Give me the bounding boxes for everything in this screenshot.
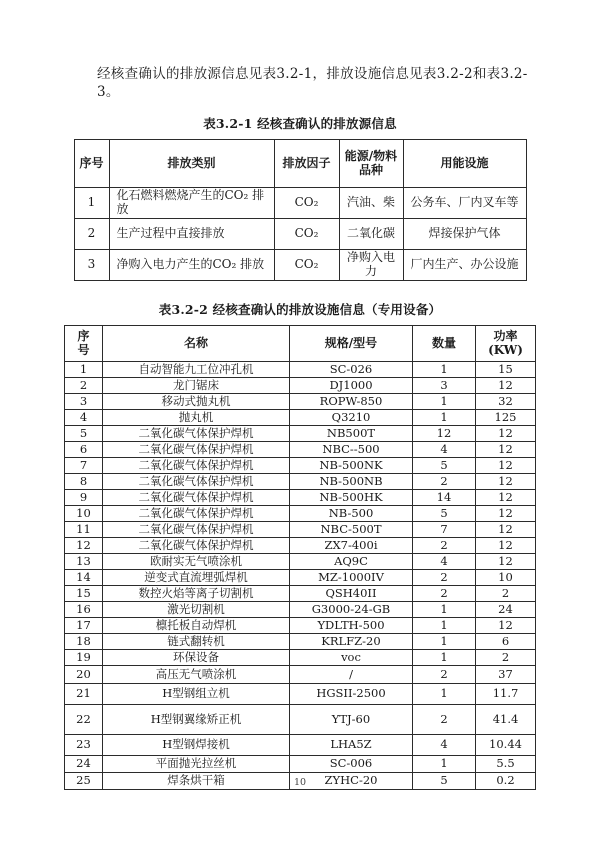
table-cell: 0.2 (476, 773, 536, 790)
column-header-facility: 用能设施 (403, 140, 526, 188)
table-cell: 化石燃料燃烧产生的CO₂ 排放 (109, 188, 274, 219)
table-cell: 1 (413, 634, 476, 650)
table-row (65, 634, 536, 650)
table-cell: 二氧化碳气体保护焊机 (103, 442, 290, 458)
table-cell: 12 (476, 458, 536, 474)
table-cell: 125 (476, 410, 536, 426)
table-cell: 汽油、柴 (339, 188, 403, 219)
table-cell: 1 (413, 618, 476, 634)
table-cell: 1 (74, 188, 109, 219)
table-cell: 11 (65, 522, 103, 538)
table-cell: 6 (65, 442, 103, 458)
table-cell: 2 (413, 570, 476, 586)
table-cell: 二氧化碳气体保护焊机 (103, 458, 290, 474)
table-row (65, 705, 536, 735)
table-cell: 1 (413, 394, 476, 410)
table-cell: 5.5 (476, 756, 536, 773)
table-cell: 37 (476, 666, 536, 684)
table-cell: NB-500NK (290, 458, 413, 474)
table-cell: 2 (476, 650, 536, 666)
table-cell: 12 (476, 426, 536, 442)
table-cell: SC-026 (290, 362, 413, 378)
table-cell: 12 (413, 426, 476, 442)
table-cell: 数控火焰等离子切割机 (103, 586, 290, 602)
table-cell: 25 (65, 773, 103, 790)
table-cell: NB-500HK (290, 490, 413, 506)
table-cell: 二氧化碳气体保护焊机 (103, 506, 290, 522)
source-table-caption: 表3.2-1 经核查确认的排放源信息 (203, 116, 397, 132)
table-row (65, 458, 536, 474)
table-cell: MZ-1000IV (290, 570, 413, 586)
table-cell: 2 (413, 474, 476, 490)
table-cell: 7 (65, 458, 103, 474)
table-cell: NBC-500T (290, 522, 413, 538)
facility-table-body (65, 362, 536, 790)
table-row (65, 570, 536, 586)
table-cell: 4 (413, 442, 476, 458)
table-cell: Q3210 (290, 410, 413, 426)
table-cell: 3 (65, 394, 103, 410)
table-cell: 2 (413, 705, 476, 735)
table-cell: 链式翻转机 (103, 634, 290, 650)
table-cell: 21 (65, 684, 103, 705)
column-header-model: 规格/型号 (290, 326, 413, 362)
column-header-power: 功率 (KW) (476, 326, 536, 362)
table-row (65, 735, 536, 756)
table-cell: YDLTH-500 (290, 618, 413, 634)
table-row (74, 219, 526, 250)
table-cell: 净购入电力 (339, 250, 403, 281)
table-row (65, 684, 536, 705)
table-cell: 檩托板自动焊机 (103, 618, 290, 634)
table-cell: CO₂ (274, 219, 339, 250)
table-cell: ROPW-850 (290, 394, 413, 410)
table-cell: YTJ-60 (290, 705, 413, 735)
table-cell: 焊接保护气体 (403, 219, 526, 250)
table-cell: 平面抛光拉丝机 (103, 756, 290, 773)
table-row (65, 506, 536, 522)
table-cell: 公务车、厂内叉车等 (403, 188, 526, 219)
table-cell: 6 (476, 634, 536, 650)
table-cell: 13 (65, 554, 103, 570)
table-cell: 23 (65, 735, 103, 756)
table-cell: 欧耐实无气喷涂机 (103, 554, 290, 570)
table-cell: H型钢焊接机 (103, 735, 290, 756)
table-cell: AQ9C (290, 554, 413, 570)
table-cell: 净购入电力产生的CO₂ 排放 (109, 250, 274, 281)
table-cell: 12 (476, 474, 536, 490)
table-cell: 2 (65, 378, 103, 394)
table-cell: H型钢组立机 (103, 684, 290, 705)
table-cell: DJ1000 (290, 378, 413, 394)
table-cell: 9 (65, 490, 103, 506)
table-cell: H型钢翼缘矫正机 (103, 705, 290, 735)
table-cell: 12 (476, 618, 536, 634)
table-cell: 龙门锯床 (103, 378, 290, 394)
table-cell: 二氧化碳气体保护焊机 (103, 490, 290, 506)
table-cell: 2 (74, 219, 109, 250)
table-cell: 1 (413, 650, 476, 666)
table-cell: 24 (65, 756, 103, 773)
table-cell: 激光切割机 (103, 602, 290, 618)
table-row (65, 554, 536, 570)
table-cell: 逆变式直流埋弧焊机 (103, 570, 290, 586)
table-cell: HGSII-2500 (290, 684, 413, 705)
table-cell: NBC--500 (290, 442, 413, 458)
facility-table-caption: 表3.2-2 经核查确认的排放设施信息（专用设备） (158, 302, 442, 318)
table-cell: 12 (476, 378, 536, 394)
table-cell: 2 (413, 666, 476, 684)
table-cell: 19 (65, 650, 103, 666)
table-row (65, 522, 536, 538)
source-table-header-row (74, 140, 526, 188)
table-cell: 12 (476, 554, 536, 570)
table-cell: ZYHC-20 (290, 773, 413, 790)
table-cell: 3 (74, 250, 109, 281)
emission-source-table (74, 139, 527, 281)
table-row (65, 618, 536, 634)
table-cell: 22 (65, 705, 103, 735)
table-cell: NB-500 (290, 506, 413, 522)
table-cell: 2 (413, 538, 476, 554)
table-row (65, 474, 536, 490)
table-cell: 二氧化碳气体保护焊机 (103, 426, 290, 442)
table-cell: 1 (413, 410, 476, 426)
table-cell: 5 (413, 506, 476, 522)
table-cell: 5 (413, 773, 476, 790)
column-header-seq: 序号 (65, 326, 103, 362)
table-row (65, 666, 536, 684)
table-cell: ZX7-400i (290, 538, 413, 554)
table-cell: 7 (413, 522, 476, 538)
table-cell: / (290, 666, 413, 684)
table-row (74, 250, 526, 281)
table-cell: 4 (413, 554, 476, 570)
table-row (65, 756, 536, 773)
table-cell: 高压无气喷涂机 (103, 666, 290, 684)
table-row (65, 586, 536, 602)
table-row (65, 538, 536, 554)
table-cell: 17 (65, 618, 103, 634)
table-row (65, 490, 536, 506)
table-row (65, 426, 536, 442)
table-cell: 1 (413, 684, 476, 705)
table-cell: 12 (476, 442, 536, 458)
table-cell: 5 (413, 458, 476, 474)
table-cell: 自动智能九工位冲孔机 (103, 362, 290, 378)
table-row (65, 378, 536, 394)
table-cell: 20 (65, 666, 103, 684)
table-cell: 15 (476, 362, 536, 378)
table-cell: 4 (413, 735, 476, 756)
table-cell: 抛丸机 (103, 410, 290, 426)
table-row (74, 188, 526, 219)
table-row (65, 410, 536, 426)
table-cell: 二氧化碳气体保护焊机 (103, 474, 290, 490)
table-cell: QSH40II (290, 586, 413, 602)
table-cell: 24 (476, 602, 536, 618)
table-cell: 32 (476, 394, 536, 410)
table-cell: NB500T (290, 426, 413, 442)
table-cell: 10 (65, 506, 103, 522)
table-cell: 二氧化碳气体保护焊机 (103, 538, 290, 554)
column-header-energy-type: 能源/物料品种 (339, 140, 403, 188)
table-cell: 16 (65, 602, 103, 618)
column-header-seq: 序号 (74, 140, 109, 188)
table-cell: 2 (413, 586, 476, 602)
table-row (65, 394, 536, 410)
table-row (65, 362, 536, 378)
table-cell: 2 (476, 586, 536, 602)
table-cell: CO₂ (274, 188, 339, 219)
table-cell: 1 (413, 756, 476, 773)
table-cell: 1 (413, 602, 476, 618)
table-cell: 11.7 (476, 684, 536, 705)
table-row (65, 602, 536, 618)
table-cell: 二氧化碳 (339, 219, 403, 250)
column-header-factor: 排放因子 (274, 140, 339, 188)
table-cell: 1 (413, 362, 476, 378)
facility-table-header-row (65, 326, 536, 362)
column-header-category: 排放类别 (109, 140, 274, 188)
table-cell: 厂内生产、办公设施 (403, 250, 526, 281)
intro-paragraph: 经核查确认的排放源信息见表3.2-1，排放设施信息见表3.2-2和表3.2-3。 (97, 66, 528, 100)
table-cell: 12 (476, 522, 536, 538)
table-cell: 3 (413, 378, 476, 394)
emission-facility-table (64, 325, 536, 790)
table-cell: 18 (65, 634, 103, 650)
table-cell: NB-500NB (290, 474, 413, 490)
table-cell: 焊条烘干箱 (103, 773, 290, 790)
table-cell: 15 (65, 586, 103, 602)
table-cell: voc (290, 650, 413, 666)
table-cell: 14 (65, 570, 103, 586)
column-header-quantity: 数量 (413, 326, 476, 362)
table-cell: 12 (476, 490, 536, 506)
table-cell: 生产过程中直接排放 (109, 219, 274, 250)
table-cell: 10 (476, 570, 536, 586)
table-cell: 二氧化碳气体保护焊机 (103, 522, 290, 538)
table-row (65, 442, 536, 458)
page-number: 10 (293, 777, 307, 788)
table-cell: 12 (476, 538, 536, 554)
table-cell: 8 (65, 474, 103, 490)
table-cell: G3000-24-GB (290, 602, 413, 618)
table-cell: 14 (413, 490, 476, 506)
table-cell: 移动式抛丸机 (103, 394, 290, 410)
source-table-body (74, 188, 526, 281)
column-header-name: 名称 (103, 326, 290, 362)
table-cell: 1 (65, 362, 103, 378)
table-cell: 12 (65, 538, 103, 554)
table-cell: 5 (65, 426, 103, 442)
table-cell: CO₂ (274, 250, 339, 281)
table-cell: SC-006 (290, 756, 413, 773)
table-cell: 4 (65, 410, 103, 426)
table-cell: 10.44 (476, 735, 536, 756)
table-cell: LHA5Z (290, 735, 413, 756)
table-cell: KRLFZ-20 (290, 634, 413, 650)
table-cell: 12 (476, 506, 536, 522)
table-cell: 41.4 (476, 705, 536, 735)
table-row (65, 650, 536, 666)
table-cell: 环保设备 (103, 650, 290, 666)
